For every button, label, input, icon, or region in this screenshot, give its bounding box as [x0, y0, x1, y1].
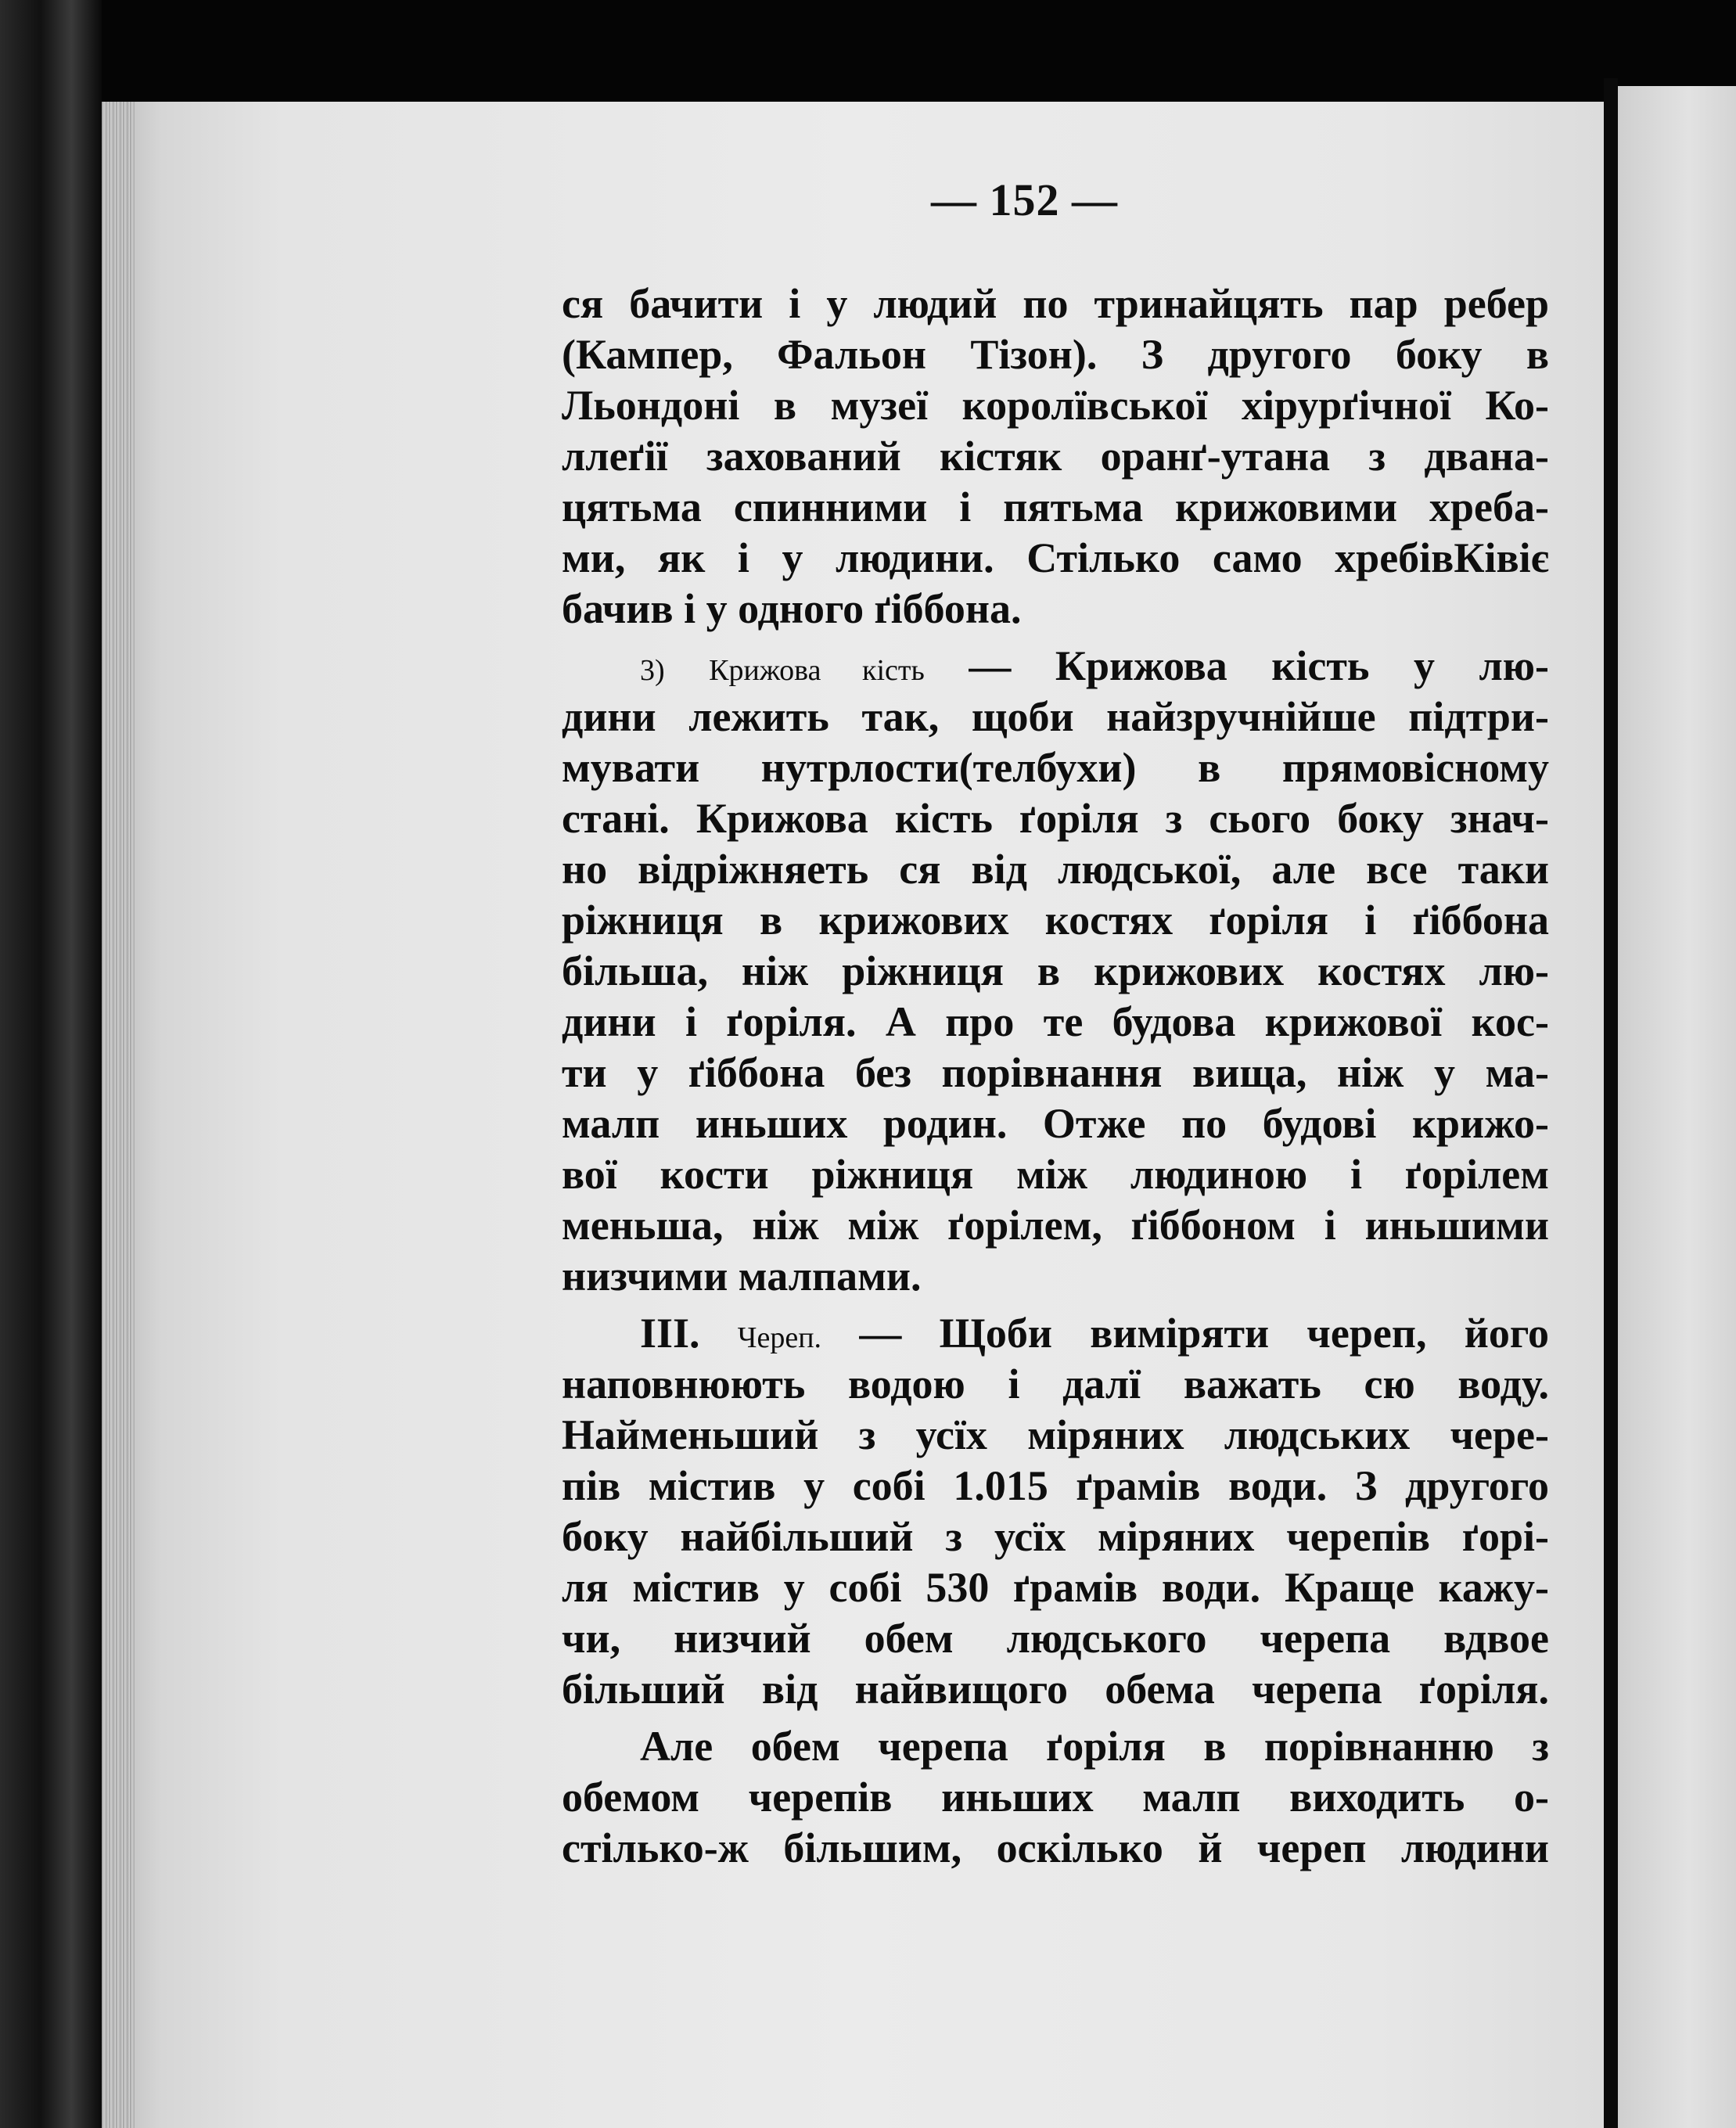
text-line: обемом черепів иньших малп виходить о-	[562, 1774, 1549, 1821]
text-line: дини лежить так, щоби найзручнійше підтри-	[562, 693, 1549, 740]
section-3-number: 3)	[640, 654, 665, 687]
text-line: но відріжняеть ся від людської, але все таки	[562, 846, 1549, 893]
text-line: цятьма спинними і пятьма крижовими хреба-	[562, 483, 1549, 530]
text-line: боку найбільший з усїх міряних черепів ґорі-	[562, 1513, 1549, 1560]
section-iii-text: — Щоби виміряти череп, його	[859, 1310, 1549, 1357]
text-line: чи, низчий обем людського черепа вдвое	[562, 1615, 1549, 1662]
text-line: ти у ґіббона без порівнання вища, ніж у ма-	[562, 1049, 1549, 1096]
text-line: (Кампер, Фальон Тізон). З другого боку в	[562, 331, 1549, 378]
text-line: більший від найвищого обема черепа ґоріля.	[562, 1666, 1549, 1713]
text-line: Але обем черепа ґоріля в порівнанню з	[640, 1723, 1549, 1770]
text-line: пів містив у собі 1.015 ґрамів води. З другого	[562, 1462, 1549, 1509]
section-iii-heading-line	[562, 1308, 1549, 1359]
page-edge	[102, 102, 135, 2128]
text-line: ля містив у собі 530 ґрамів води. Краще кажу-	[562, 1564, 1549, 1611]
section-iii-number: III.	[640, 1310, 700, 1357]
text-line: вої кости ріжниця між людиною і ґорілем	[562, 1151, 1549, 1198]
body-text	[562, 279, 1549, 1874]
text-line: ллеґії захований кістяк оранґ-утана з двана-	[562, 433, 1549, 480]
text-line: мувати нутрлости(телбухи) в прямовісному	[562, 744, 1549, 791]
text-line: ся бачити і у людий по тринайцять пар ребер	[562, 280, 1549, 327]
text-line: ріжниця в крижових костях ґоріля і ґіббона	[562, 897, 1549, 944]
page-gutter	[1604, 78, 1618, 2128]
page-number: — 152 —	[931, 174, 1118, 225]
adjacent-page-edge	[1618, 86, 1736, 2128]
text-line: наповнюють водою і далї важать сю воду.	[562, 1361, 1549, 1407]
film-border-left	[0, 0, 102, 2128]
section-iii-title: Череп.	[737, 1321, 822, 1354]
text-line: бачив і у одного ґіббона.	[562, 585, 1022, 632]
text-line: дини і ґоріля. А про те будова крижової кос-	[562, 998, 1549, 1045]
text-line: стані. Крижова кість ґоріля з сього боку знач-	[562, 795, 1549, 842]
text-line: стілько-ж більшим, оскілько й череп людини	[562, 1824, 1549, 1871]
text-line: більша, ніж ріжниця в крижових костях лю-	[562, 947, 1549, 994]
section-3-title: Крижова кість	[709, 654, 925, 687]
text-line: низчими малпами.	[562, 1253, 922, 1299]
section-3-text: — Крижова кість у лю-	[969, 642, 1550, 689]
text-line: ми, як і у людини. Стілько само хребівКівіє	[562, 534, 1549, 581]
text-line: Найменьший з усїх міряних людських чере-	[562, 1411, 1549, 1458]
text-line: Льондоні в музеї королївської хірурґічної Ко-	[562, 382, 1549, 429]
section-3-heading-line	[562, 641, 1549, 692]
text-line: малп иньших родин. Отже по будові крижо-	[562, 1100, 1549, 1147]
text-line: меньша, ніж між ґорілем, ґіббоном і иньшими	[562, 1202, 1549, 1249]
